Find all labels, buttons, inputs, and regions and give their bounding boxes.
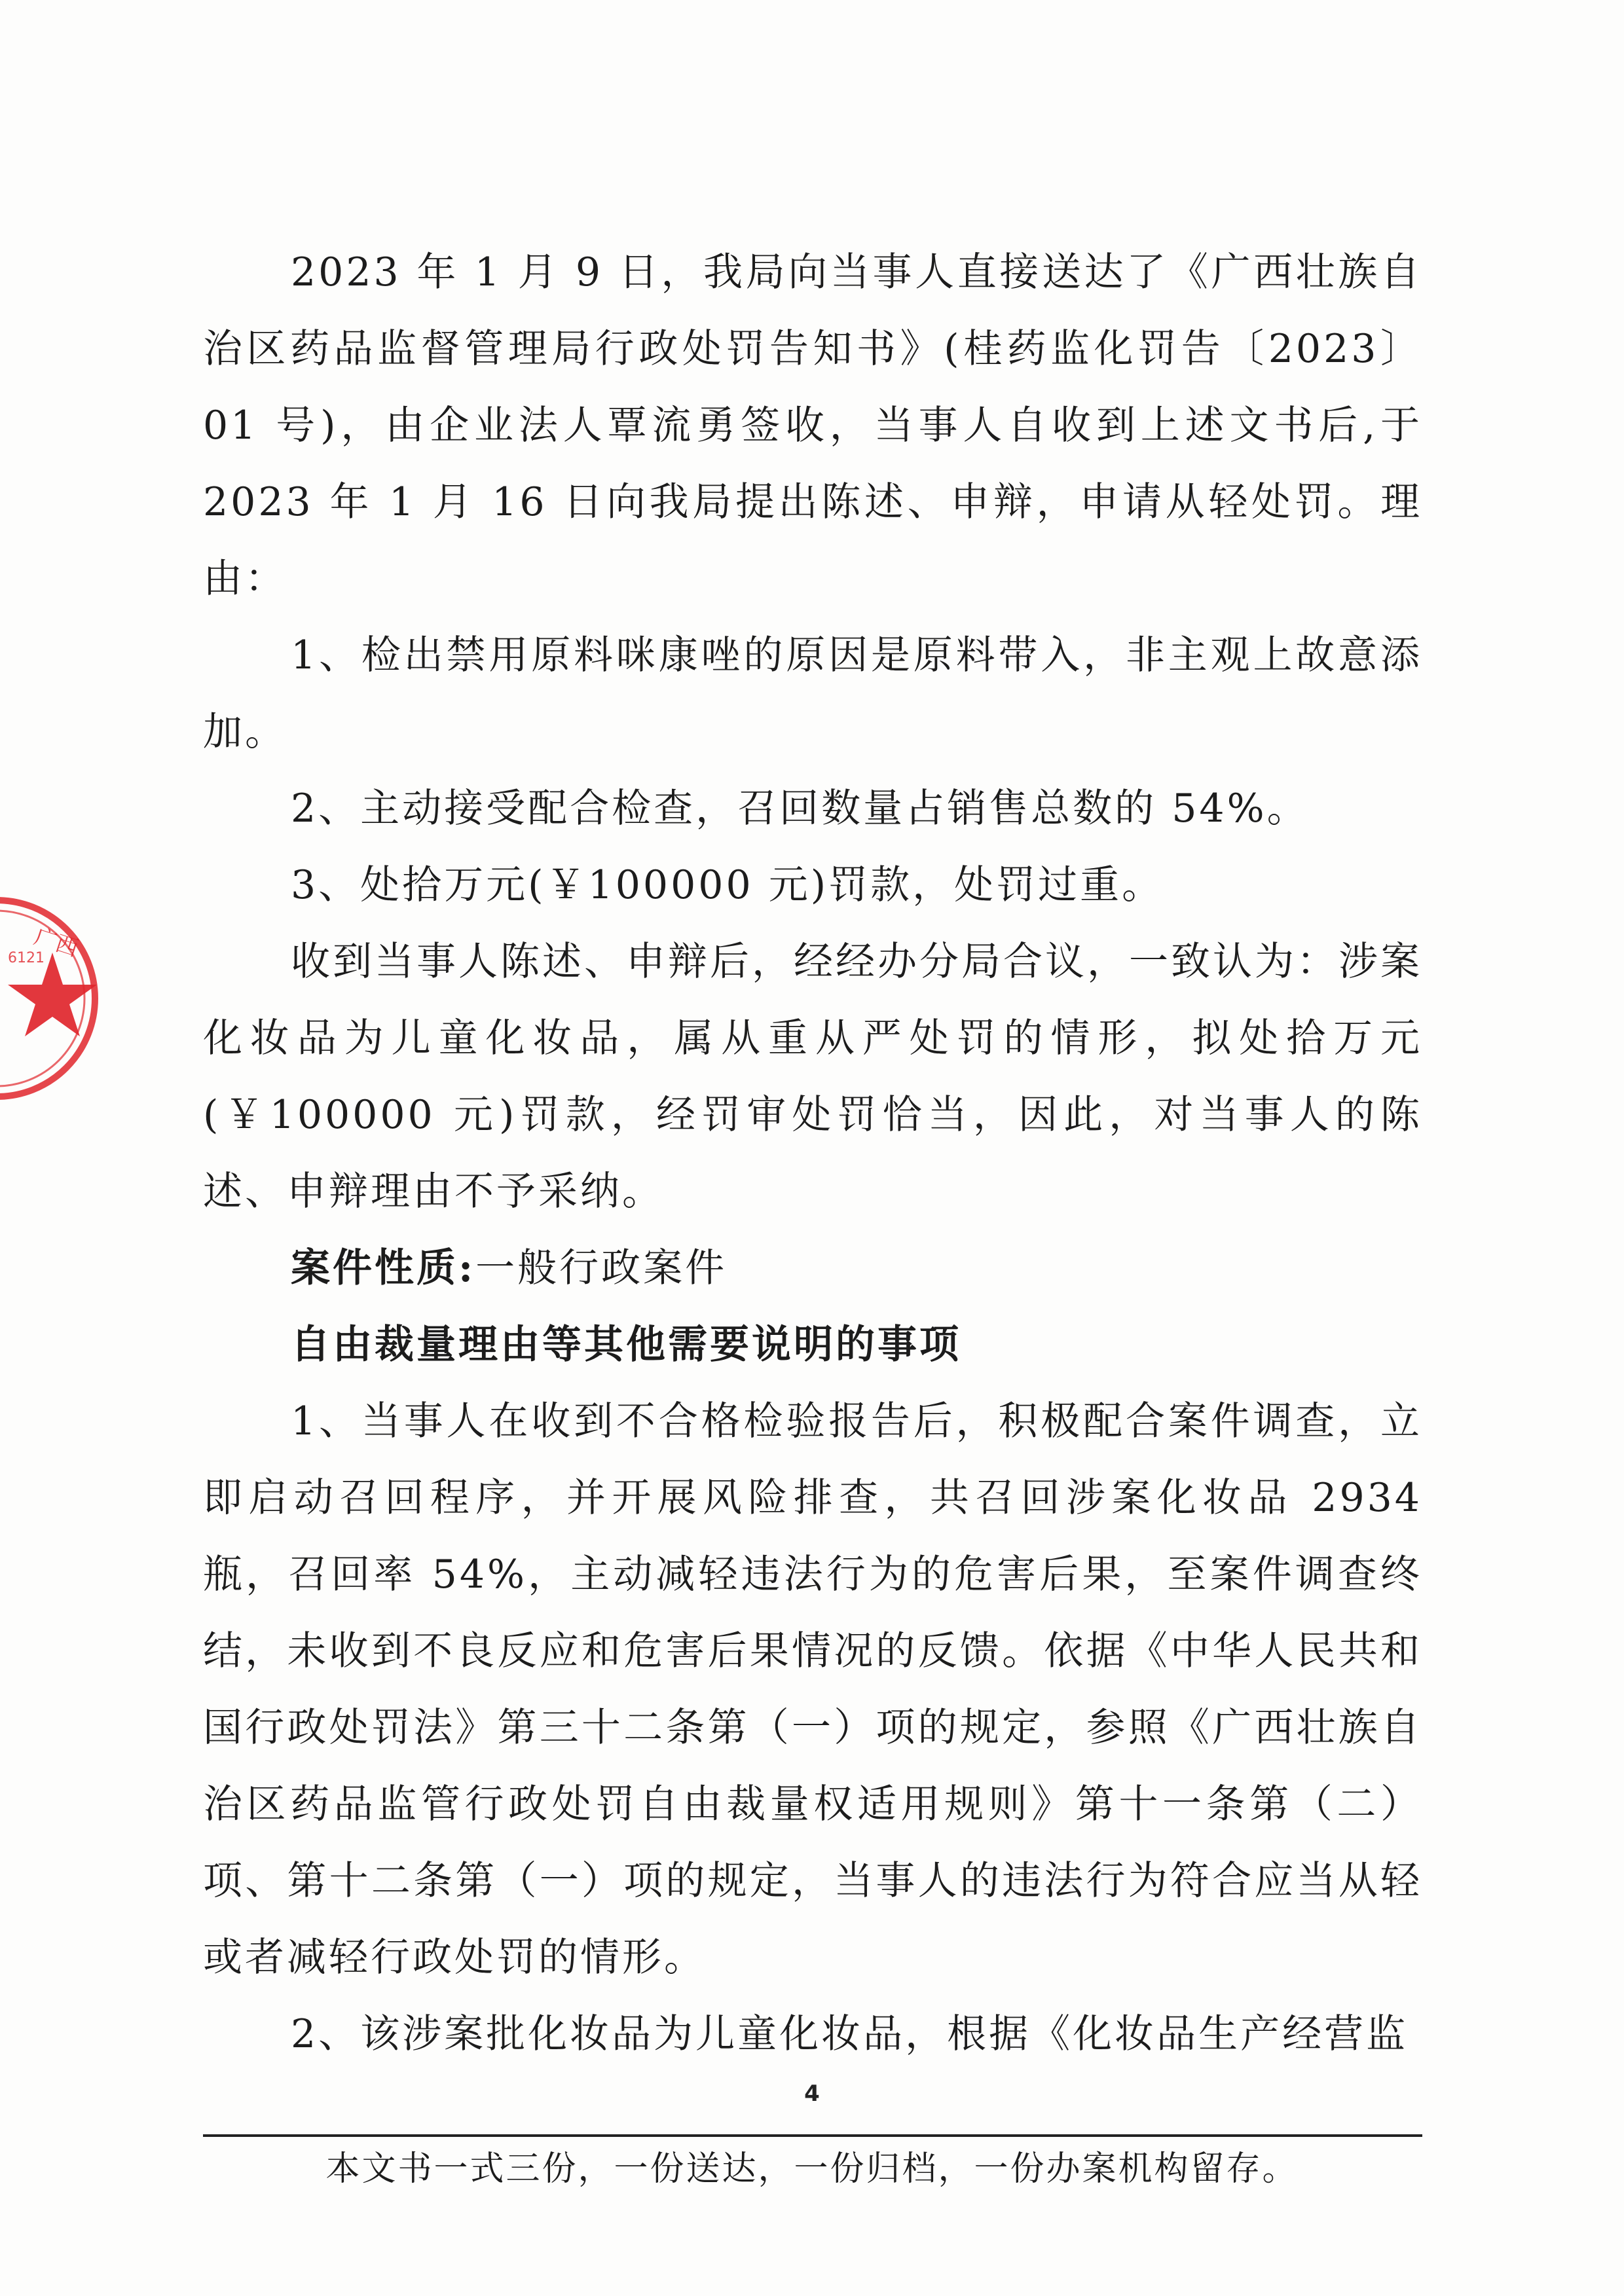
footer-divider [203,2134,1422,2137]
case-nature-value: 一般行政案件 [475,1245,728,1291]
paragraph-notice-served: 2023 年 1 月 9 日，我局向当事人直接送达了《广西壮族自治区药品监督管理局行政处罚告知书》(桂药监化罚告〔2023〕 01 号)，由企业法人覃流勇签收，当事人自收到上述文书后,于 2023 年 1 月 16 日向我局提出陈述、申辩，申请从轻处罚。理由： [203,249,1422,602]
red-star-seal-icon [0,890,105,1106]
discretion-heading: 自由裁量理由等其他需要说明的事项 [291,1322,961,1368]
seal-text-fragment: 广西 [31,923,82,962]
seal-code-fragment: 6121 [8,950,45,966]
paragraph-reason-1: 1、检出禁用原料咪康唑的原因是原料带入，非主观上故意添加。 [203,632,1422,755]
footer-note: 本文书一式三份，一份送达，一份归档，一份办案机构留存。 [325,2149,1299,2189]
case-nature-line [203,1230,1422,1307]
document-body [203,234,1422,2073]
paragraph-reason-2: 2、主动接受配合检查，召回数量占销售总数的 54%。 [291,786,1309,831]
paragraph-discretion-1: 1、当事人在收到不合格检验报告后，积极配合案件调查，立即启动召回程序，并开展风险排查，共召回涉案化妆品 2934 瓶，召回率 54%，主动减轻违法行为的危害后果，至案件调查终结，未收到不良反应和危害后果情况的反馈。依据《中华人民共和国行政处罚法》第三十二条第（一）项的规定，参照《广西壮族自治区药品监管行政处罚自由裁量权适用规则》第十一条第（二）项、第十二条第（一）项的规定，当事人的违法行为符合应当从轻或者减轻行政处罚的情形。 [203,1398,1422,1980]
paragraph-discretion-2: 2、该涉案批化妆品为儿童化妆品，根据《化妆品生产经营监 [291,2011,1409,2057]
case-nature-label: 案件性质: [291,1245,476,1291]
page-number: 4 [804,2081,820,2107]
paragraph-reason-3: 3、处拾万元(￥100000 元)罚款，处罚过重。 [291,862,1164,908]
paragraph-review-decision: 收到当事人陈述、申辩后，经经办分局合议，一致认为：涉案化妆品为儿童化妆品，属从重从严处罚的情形，拟处拾万元(￥100000 元)罚款，经罚审处罚恰当，因此，对当事人的陈述、申辩理由不予采纳。 [203,939,1422,1214]
